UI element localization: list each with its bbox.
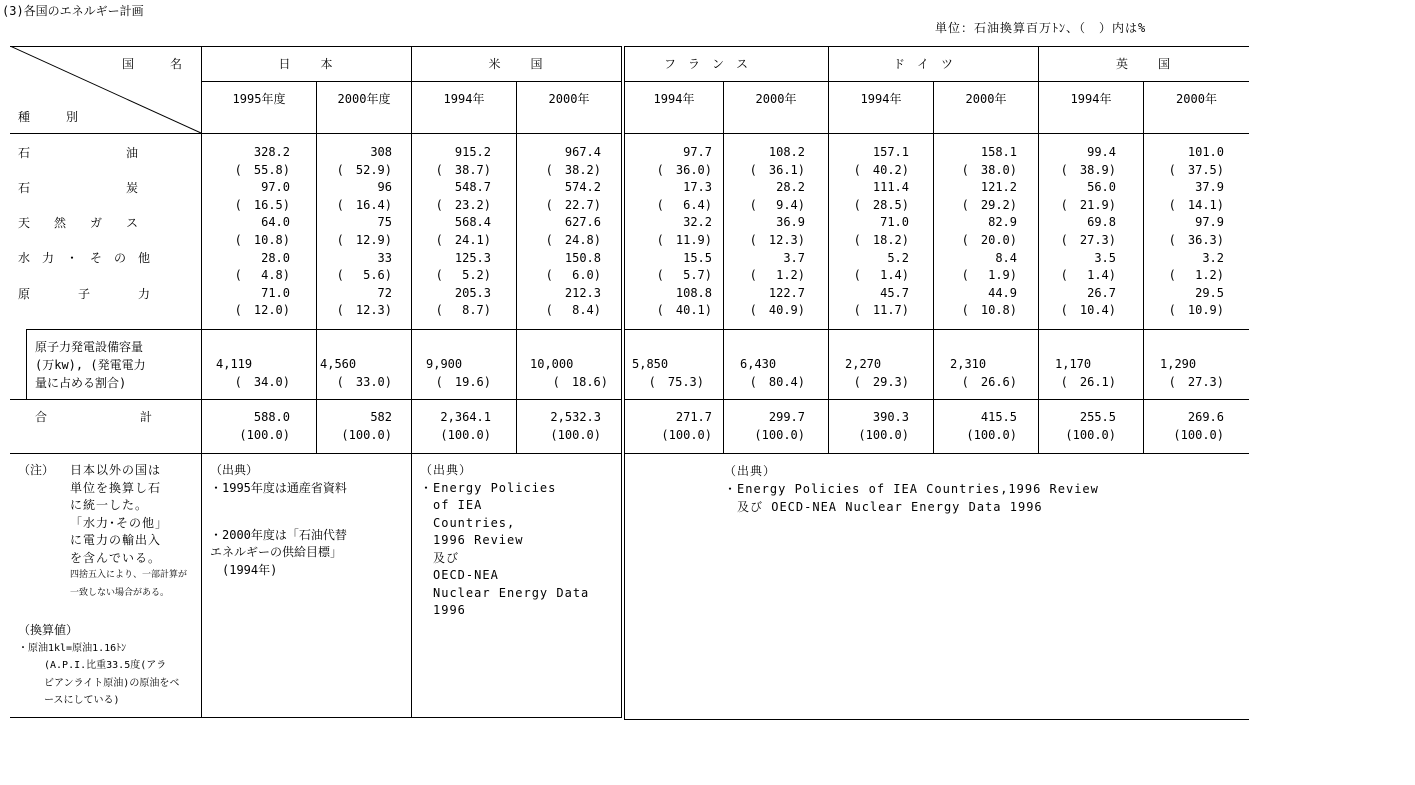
note-line: を含んでいる。 <box>70 550 162 565</box>
capacity-percent: ( 75.3) <box>648 375 704 389</box>
country-header: 国 名 <box>122 57 187 71</box>
year-header: 2000年度 <box>337 92 391 106</box>
percent-cell: ( 5.6) <box>336 268 392 283</box>
year-header: 2000年 <box>755 92 797 106</box>
capacity-value: 10,000 <box>530 357 574 371</box>
percent-cell: ( 55.8) <box>234 162 290 177</box>
value-cell: 45.7 <box>880 285 909 300</box>
percent-cell: ( 18.2) <box>853 233 909 247</box>
percent-cell: ( 52.9) <box>336 162 392 177</box>
value-cell: 96 <box>377 180 392 195</box>
note-line: 単位を換算し石 <box>70 480 162 495</box>
total-percent: (100.0) <box>440 428 491 442</box>
percent-cell: ( 27.3) <box>1060 233 1116 247</box>
percent-cell: ( 28.5) <box>853 197 909 212</box>
value-cell: 64.0 <box>261 215 290 230</box>
total-percent: (100.0) <box>239 428 290 442</box>
percent-cell: ( 38.2) <box>545 162 601 177</box>
value-cell: 108.2 <box>768 145 805 159</box>
source-line: 及び <box>420 550 460 565</box>
capacity-percent: ( 26.1) <box>1060 375 1116 389</box>
value-cell: 97.0 <box>261 180 290 195</box>
value-cell: 69.8 <box>1087 215 1116 230</box>
value-cell: 36.9 <box>776 215 805 230</box>
percent-cell: ( 8.7) <box>435 303 491 318</box>
value-cell: 33 <box>377 250 392 265</box>
row-label-gas: 天 然 ガ ス <box>18 216 139 230</box>
row-label-oil: 石 油 <box>18 146 139 160</box>
conversion-line: (A.P.I.比重33.5度(アラ <box>44 660 167 671</box>
source-line: 1996 Review <box>420 533 524 547</box>
value-cell: 3.7 <box>783 250 805 265</box>
percent-cell: ( 37.5) <box>1168 162 1224 177</box>
value-cell: 28.0 <box>261 250 290 265</box>
capacity-value: 1,290 <box>1160 357 1197 371</box>
value-cell: 99.4 <box>1087 145 1116 159</box>
total-label: 合 計 <box>35 410 156 424</box>
percent-cell: ( 5.7) <box>656 268 712 283</box>
capacity-value: 6,430 <box>740 357 777 371</box>
value-cell: 56.0 <box>1087 180 1116 195</box>
capacity-label <box>35 338 146 392</box>
source-line: （出典） <box>210 463 259 477</box>
percent-cell: ( 40.1) <box>656 303 712 318</box>
percent-cell: ( 4.8) <box>234 268 290 283</box>
source-line: Countries, <box>420 515 516 530</box>
capacity-value: 1,170 <box>1055 357 1092 371</box>
unit-note: 単位：石油換算百万ﾄﾝ、（ ）内は% <box>935 21 1147 35</box>
value-cell: 82.9 <box>988 215 1017 230</box>
type-header: 種 別 <box>18 110 83 124</box>
value-cell: 111.4 <box>872 180 909 195</box>
value-cell: 158.1 <box>980 145 1017 159</box>
capacity-percent: ( 33.0) <box>336 375 392 389</box>
source-line: ・2000年度は「石油代替 <box>210 527 347 542</box>
total-percent: (100.0) <box>341 428 392 442</box>
note-line: 「水力･その他」 <box>70 515 169 530</box>
capacity-value: 4,119 <box>216 357 253 371</box>
total-percent: (100.0) <box>754 428 805 442</box>
conversion-line: ビアンライト原油)の原油をベ <box>44 677 180 689</box>
percent-cell: ( 14.1) <box>1168 197 1224 212</box>
value-cell: 75 <box>377 215 392 230</box>
conversion-line: ースにしている) <box>44 695 120 706</box>
eu-source <box>724 462 1099 516</box>
value-cell: 72 <box>377 285 392 300</box>
value-cell: 32.2 <box>683 215 712 230</box>
value-cell: 26.7 <box>1087 285 1116 300</box>
capacity-percent: ( 26.6) <box>961 375 1017 389</box>
capacity-percent: ( 34.0) <box>234 375 290 389</box>
percent-cell: ( 1.2) <box>749 268 805 283</box>
capacity-value: 9,900 <box>426 357 463 371</box>
us-source <box>420 462 589 620</box>
source-line: ・Energy Policies <box>420 480 557 495</box>
conversion-line: ・原油1kl=原油1.16ﾄﾝ <box>18 642 127 654</box>
capacity-value: 2,310 <box>950 357 987 371</box>
percent-cell: ( 20.0) <box>961 233 1017 247</box>
year-header: 2000年 <box>965 92 1007 106</box>
japan-source <box>210 462 347 579</box>
value-cell: 29.5 <box>1195 285 1224 300</box>
total-value: 390.3 <box>872 410 909 424</box>
value-cell: 3.2 <box>1202 250 1224 265</box>
capacity-label-line: 原子力発電設備容量 <box>35 340 144 354</box>
percent-cell: ( 1.4) <box>853 268 909 283</box>
note-line: に電力の輸出入 <box>70 533 162 547</box>
capacity-value: 4,560 <box>320 357 357 371</box>
source-line: (1994年) <box>210 562 278 577</box>
value-cell: 97.7 <box>683 145 712 159</box>
total-percent: (100.0) <box>966 428 1017 442</box>
percent-cell: ( 9.4) <box>749 197 805 212</box>
percent-cell: ( 12.0) <box>234 303 290 318</box>
percent-cell: ( 24.8) <box>545 233 601 247</box>
percent-cell: ( 1.4) <box>1060 268 1116 283</box>
percent-cell: ( 38.9) <box>1060 162 1116 177</box>
value-cell: 3.5 <box>1094 250 1116 265</box>
year-header: 1994年 <box>860 92 902 106</box>
value-cell: 122.7 <box>768 285 805 300</box>
percent-cell: ( 21.9) <box>1060 197 1116 212</box>
total-percent: (100.0) <box>661 428 712 442</box>
percent-cell: ( 36.3) <box>1168 233 1224 247</box>
value-cell: 37.9 <box>1195 180 1224 195</box>
percent-cell: ( 23.2) <box>435 197 491 212</box>
value-cell: 627.6 <box>564 215 601 230</box>
value-cell: 101.0 <box>1187 145 1224 159</box>
country-france: フ ラ ン ス <box>664 57 749 71</box>
source-line: （出典） <box>724 464 777 478</box>
year-header: 1994年 <box>1070 92 1112 106</box>
percent-cell: ( 5.2) <box>435 268 491 283</box>
value-cell: 71.0 <box>880 215 909 230</box>
note-line: 日本以外の国は <box>70 463 162 477</box>
total-value: 2,364.1 <box>440 410 491 424</box>
note-lines <box>70 462 187 602</box>
source-line: ・1995年度は通産省資料 <box>210 480 347 495</box>
country-us: 米 国 <box>488 57 545 71</box>
total-value: 415.5 <box>980 410 1017 424</box>
source-line: OECD-NEA <box>420 568 499 582</box>
value-cell: 205.3 <box>454 285 491 300</box>
percent-cell: ( 22.7) <box>545 197 601 212</box>
year-header: 2000年 <box>1176 92 1217 106</box>
source-line: of IEA <box>420 498 483 512</box>
source-line: 及び OECD-NEA Nuclear Energy Data 1996 <box>724 500 1043 514</box>
total-percent: (100.0) <box>550 428 601 442</box>
source-line: エネルギーの供給目標」 <box>210 545 343 559</box>
total-value: 2,532.3 <box>550 410 601 424</box>
percent-cell: ( 1.9) <box>961 268 1017 283</box>
value-cell: 17.3 <box>683 180 712 195</box>
conversion-head: （換算値） <box>18 623 79 637</box>
note-line-small: 一致しない場合がある。 <box>70 587 170 598</box>
percent-cell: ( 16.5) <box>234 197 290 212</box>
value-cell: 28.2 <box>776 180 805 195</box>
value-cell: 212.3 <box>564 285 601 300</box>
value-cell: 568.4 <box>454 215 491 230</box>
percent-cell: ( 10.8) <box>961 303 1017 318</box>
notes-block <box>18 462 54 480</box>
page-title: (3)各国のエネルギー計画 <box>2 4 144 18</box>
source-line <box>210 497 347 515</box>
total-percent: (100.0) <box>1065 428 1116 442</box>
row-label-nuclear: 原 子 力 <box>18 287 151 301</box>
percent-cell: ( 16.4) <box>336 197 392 212</box>
note-line-small: 四捨五入により、一部計算が <box>70 570 188 580</box>
row-label-hydro: 水 力 ・ そ の 他 <box>18 251 151 265</box>
row-label-coal: 石 炭 <box>18 181 139 195</box>
percent-cell: ( 8.4) <box>545 303 601 318</box>
percent-cell: ( 11.9) <box>656 233 712 247</box>
value-cell: 150.8 <box>564 250 601 265</box>
percent-cell: ( 10.9) <box>1168 303 1224 318</box>
capacity-value: 2,270 <box>845 357 882 371</box>
percent-cell: ( 12.9) <box>336 233 392 247</box>
value-cell: 548.7 <box>454 180 491 195</box>
total-percent: (100.0) <box>858 428 909 442</box>
note-head: （注） <box>18 463 55 477</box>
capacity-percent: ( 18.6) <box>552 375 608 389</box>
value-cell: 328.2 <box>253 145 290 159</box>
percent-cell: ( 38.7) <box>435 162 491 177</box>
source-line: ・Energy Policies of IEA Countries,1996 Review <box>724 482 1099 496</box>
country-japan: 日 本 <box>278 57 335 71</box>
source-line: 1996 <box>420 603 466 617</box>
percent-cell: ( 40.9) <box>749 303 805 318</box>
percent-cell: ( 24.1) <box>435 233 491 247</box>
percent-cell: ( 10.8) <box>234 233 290 247</box>
total-value: 269.6 <box>1187 410 1224 424</box>
note-line: に統一した。 <box>70 498 149 512</box>
year-header: 1994年 <box>443 92 485 106</box>
value-cell: 308 <box>370 145 392 159</box>
percent-cell: ( 11.7) <box>853 303 909 318</box>
total-value: 588.0 <box>253 410 290 424</box>
capacity-value: 5,850 <box>632 357 669 371</box>
value-cell: 108.8 <box>675 285 712 300</box>
percent-cell: ( 38.0) <box>961 162 1017 177</box>
percent-cell: ( 36.1) <box>749 162 805 177</box>
percent-cell: ( 10.4) <box>1060 303 1116 318</box>
percent-cell: ( 40.2) <box>853 162 909 177</box>
value-cell: 44.9 <box>988 285 1017 300</box>
country-uk: 英 国 <box>1115 57 1172 71</box>
percent-cell: ( 12.3) <box>749 233 805 247</box>
value-cell: 71.0 <box>261 285 290 300</box>
source-line: Nuclear Energy Data <box>420 585 590 600</box>
year-header: 1994年 <box>653 92 695 106</box>
percent-cell: ( 6.4) <box>656 197 712 212</box>
total-value: 582 <box>370 410 392 424</box>
percent-cell: ( 12.3) <box>336 303 392 318</box>
value-cell: 125.3 <box>454 250 491 265</box>
source-line: （出典） <box>420 463 473 477</box>
country-germany: ド イ ツ <box>893 57 954 71</box>
capacity-label-line: (万kw), (発電電力 <box>35 358 146 372</box>
value-cell: 915.2 <box>454 145 491 159</box>
value-cell: 967.4 <box>564 145 601 159</box>
value-cell: 5.2 <box>887 250 909 265</box>
value-cell: 574.2 <box>564 180 601 195</box>
capacity-percent: ( 80.4) <box>749 375 805 389</box>
value-cell: 97.9 <box>1195 215 1224 230</box>
capacity-percent: ( 29.3) <box>853 375 909 389</box>
total-value: 271.7 <box>675 410 712 424</box>
capacity-label-line: 量に占める割合) <box>35 376 127 390</box>
year-header: 2000年 <box>548 92 590 106</box>
total-percent: (100.0) <box>1173 428 1224 442</box>
value-cell: 157.1 <box>872 145 909 159</box>
year-header: 1995年度 <box>232 92 286 106</box>
value-cell: 15.5 <box>683 250 712 265</box>
capacity-percent: ( 19.6) <box>435 375 491 389</box>
percent-cell: ( 6.0) <box>545 268 601 283</box>
value-cell: 121.2 <box>980 180 1017 195</box>
total-value: 255.5 <box>1079 410 1116 424</box>
value-cell: 8.4 <box>995 250 1017 265</box>
percent-cell: ( 29.2) <box>961 197 1017 212</box>
total-value: 299.7 <box>768 410 805 424</box>
percent-cell: ( 1.2) <box>1168 268 1224 283</box>
conversion-block <box>18 622 179 710</box>
percent-cell: ( 36.0) <box>656 162 712 177</box>
capacity-percent: ( 27.3) <box>1168 375 1224 389</box>
